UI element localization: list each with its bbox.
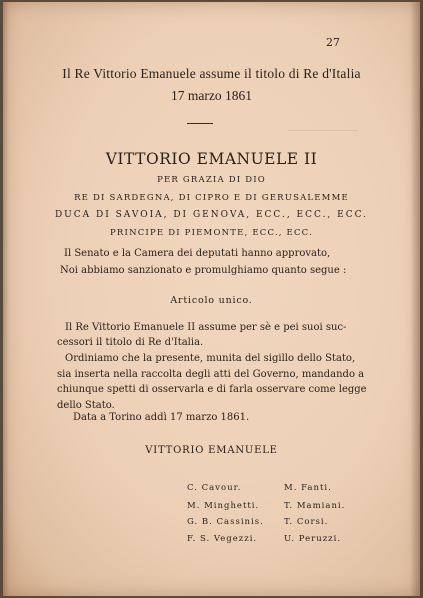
body-line: Ordiniamo che la presente, munita del sigillo dello Stato, [65,353,356,364]
minister-signature: T. Corsi. [284,517,329,527]
body-line: chiunque spetti di osservarla e di farla osservare come legge [57,384,367,395]
style-line: PRINCIPE DI PIEMONTE, ECC., ECC. [110,228,313,238]
document-page [3,2,420,596]
minister-signature: T. Mamiani. [284,501,346,511]
royal-signature: VITTORIO EMANUELE [145,445,278,456]
page-number: 27 [326,36,340,49]
body-line: cessori il titolo di Re d'Italia. [57,337,204,348]
body-line: dello Stato. [57,400,115,411]
preamble-line: Il Senato e la Camera dei deputati hanno approvato, [64,248,331,259]
minister-signature: U. Peruzzi. [284,534,342,544]
binding-shadow [410,2,420,596]
preamble-line: Noi abbiamo sanzionato e promulghiamo quanto segue : [60,265,347,276]
decree-title: Il Re Vittorio Emanuele assume il titolo di Re d'Italia [62,66,361,81]
style-line: RE DI SARDEGNA, DI CIPRO E DI GERUSALEMME [74,193,349,203]
minister-signature: C. Cavour. [187,483,242,493]
decree-date: 17 marzo 1861 [171,88,252,103]
article-heading: Articolo unico. [170,295,253,306]
style-line: DUCA DI SAVOIA, DI GENOVA, ECC., ECC., ECC. [54,210,369,220]
body-line: Il Re Vittorio Emanuele II assume per sè e pei suoi suc- [65,322,347,333]
sovereign-name: VITTORIO EMANUELE II [105,150,318,168]
minister-signature: F. S. Vegezzi. [187,534,258,544]
body-line: sia inserta nella raccolta degli atti del Governo, mandando a [57,369,365,380]
style-line: PER GRAZIA DI DIO [157,175,266,185]
date-line: Data a Torino addì 17 marzo 1861. [73,412,250,423]
minister-signature: G. B. Cassinis. [187,517,264,527]
title-divider [187,123,213,124]
minister-signature: M. Minghetti. [187,501,260,511]
minister-signature: M. Fanti. [284,483,332,493]
